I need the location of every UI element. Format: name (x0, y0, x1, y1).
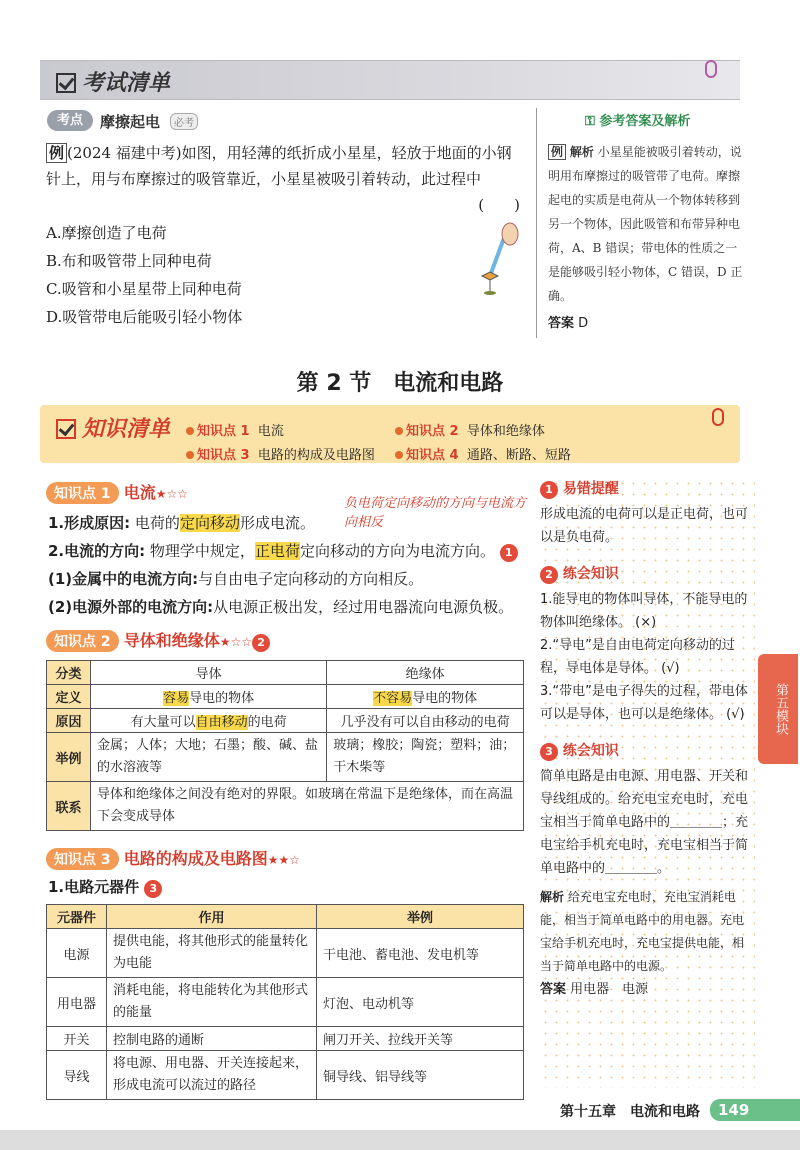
page-number: 149 (710, 1099, 800, 1121)
key-icon: ⚿ (585, 114, 600, 129)
checkbox-icon (56, 73, 76, 93)
sidebar: 1 易错提醒 形成电流的电荷可以是正电荷，也可以是负电荷。 2 练会知识 1.能导电的物体叫导体，不能导电的物体叫绝缘体。 (×) 2.“导电”是自由电荷定向移动的过程，导电体是导体。 (√) 3.“带电”是电子得失的过程，带电体可以是导体，也可以是绝缘体。 (√) 3 练会知识 简单电路是由电源、用电器、开关和导线组成的。给充电宝充电时，充电宝相当于简单电路中的＿＿＿＿；充电宝给手机充电时，充电宝相当于简单电路中的＿＿＿＿。 解析 给充电宝充电时，充电宝消耗电能，相当于简单电路中的用电器。充电宝给手机充电时，充电宝提供电能，相当于简单电路中的电源。 答案 用电器 电源 (540, 478, 755, 1088)
answer-line: 答案 D (548, 316, 589, 331)
answer-heading: ⚿ 参考答案及解析 (585, 114, 691, 129)
footer-chapter: 第十五章 电流和电路 (560, 1104, 700, 1120)
kl-item-4: 知识点 4 通路、断路、短路 (395, 444, 571, 463)
divider (536, 108, 537, 338)
kp1-line2: 2.电流的方向: 物理学中规定，正电荷定向移动的方向为电流方向。 1 (48, 540, 518, 562)
section-title: 第 2 节 电流和电路 (296, 371, 504, 396)
th-conductor: 导体 (91, 661, 327, 685)
kp1-line3: (1)金属中的电流方向:与自由电子定向移动的方向相反。 (48, 570, 424, 588)
example-question: 例 (2024 福建中考)如图，用轻薄的纸折成小星星，轻放于地面的小钢针上，用与布摩擦过的吸管靠近，小星星被吸引着转动，此过程中 ( ) (46, 144, 520, 214)
kl-item-1: 知识点 1 电流 (186, 420, 284, 439)
table-row: 电源 提供电能，将其他形式的能量转化为电能 干电池、蓄电池、发电机等 (47, 929, 524, 978)
kp2-heading: 知识点 2 导体和绝缘体★☆☆ 2 (46, 628, 270, 652)
kp3-subtitle: 1.电路元器件 3 (48, 876, 162, 898)
table-row: 原因 有大量可以自由移动的电荷 几乎没有可以自由移动的电荷 (47, 709, 524, 733)
table-row: 开关 控制电路的通断 闸刀开关、拉线开关等 (47, 1027, 524, 1051)
option-c: C.吸管和小星星带上同种电荷 (46, 280, 242, 298)
module-tab: 第五模块 (758, 654, 798, 764)
kp3-heading: 知识点 3 电路的构成及电路图★★☆ (46, 846, 300, 870)
answer-analysis: 例 解析 小星星能被吸引着转动，说明用布摩擦过的吸管带了电荷。摩擦起电的实质是电荷从一个物体转移到另一个物体，因此吸管和布带异种电荷，A、B 错误；带电体的性质之一是能够吸引轻小物体，C 错误，D 正确。 (548, 145, 743, 303)
sidebar-s2-title: 2 练会知识 (540, 563, 755, 584)
header-title: 考试清单 (56, 66, 170, 97)
exam-point-tag: 考点 (47, 110, 93, 131)
th-insulator: 绝缘体 (327, 661, 524, 685)
option-a: A.摩擦创造了电荷 (46, 224, 167, 242)
kp1-heading: 知识点 1 电流★☆☆ (46, 480, 188, 504)
option-b: B.布和吸管带上同种电荷 (46, 252, 212, 270)
sidebar-s1-title: 1 易错提醒 (540, 478, 755, 499)
components-table: 元器件 作用 举例 电源 提供电能，将其他形式的能量转化为电能 干电池、蓄电池、发电机等 用电器 消耗电能，将电能转化为其他形式的能量 灯泡、电动机等 开关 控制电路的通断 闸刀开关、拉线开关等 导线 将电源、用电器、开关连接起来，形成电流可以流过的路径 铜导线、铝导线等 (46, 904, 524, 1100)
paperclip-icon (705, 60, 717, 78)
straw-star-illustration (460, 218, 530, 298)
exam-point-badge: 必考 (170, 113, 198, 130)
page-shadow (0, 1130, 800, 1150)
kp1-line1: 1.形成原因: 电荷的定向移动形成电流。 (48, 514, 315, 532)
knowledge-list-title: 知识清单 (56, 412, 170, 443)
kp1-line4: (2)电源外部的电流方向:从电源正极出发，经过用电器流向电源负极。 (48, 598, 514, 616)
checkbox-icon (56, 419, 76, 439)
sidebar-s3-title: 3 练会知识 (540, 740, 755, 761)
table-row: 定义 容易导电的物体 不容易导电的物体 (47, 685, 524, 709)
table-row: 用电器 消耗电能，将电能转化为其他形式的能量 灯泡、电动机等 (47, 978, 524, 1027)
kl-item-2: 知识点 2 导体和绝缘体 (395, 420, 545, 439)
exam-point-title: 摩擦起电 (100, 113, 161, 131)
kp1-annotation: 负电荷定向移动的方向与电流方向相反 (344, 496, 527, 530)
kl-item-3: 知识点 3 电路的构成及电路图 (186, 444, 375, 463)
table-row: 导线 将电源、用电器、开关连接起来，形成电流可以流过的路径 铜导线、铝导线等 (47, 1051, 524, 1100)
paperclip-icon (712, 408, 724, 426)
table-row: 举例 金属；人体；大地；石墨；酸、碱、盐的水溶液等 玻璃；橡胶；陶瓷；塑料；油；干木柴等 (47, 733, 524, 782)
th-category: 分类 (47, 661, 91, 685)
table-row: 联系 导体和绝缘体之间没有绝对的界限。如玻璃在常温下是绝缘体，而在高温下会变成导体 (47, 782, 524, 831)
conductor-table (46, 660, 524, 831)
option-d: D.吸管带电后能吸引轻小物体 (46, 308, 243, 326)
